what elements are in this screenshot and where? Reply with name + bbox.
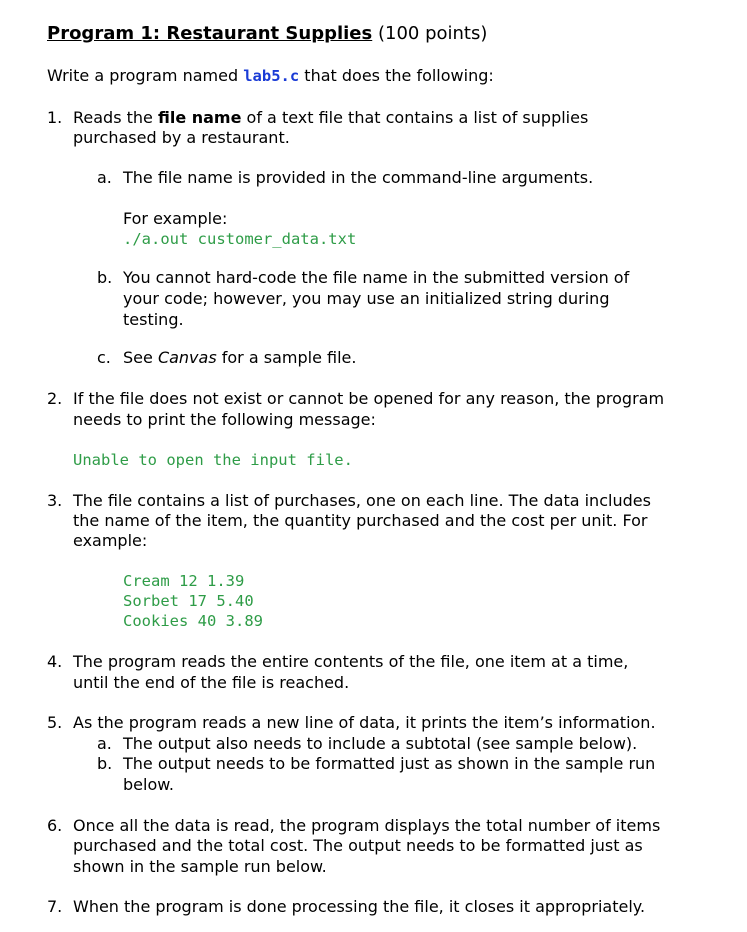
item-number: 2. [47, 389, 63, 408]
item-text: The program reads the entire contents of the file, one item at a time, [73, 652, 629, 671]
sub-item-letter: b. [97, 268, 113, 287]
sub-item-1b [97, 268, 629, 288]
sub-item-text: for a sample file. [216, 348, 357, 367]
item-text: Reads the [73, 108, 158, 127]
sample-data-line: Cream 12 1.39 [123, 572, 245, 590]
list-item-5 [47, 713, 656, 733]
title-heading: Program 1: Restaurant Supplies [47, 23, 373, 44]
sub-item-text: The output needs to be formatted just as shown in the sample run [123, 754, 656, 773]
sub-item-text: See [123, 348, 158, 367]
list-item-3-line-3: example: [73, 531, 148, 550]
list-item-2-line-2: needs to print the following message: [73, 410, 376, 429]
list-item-2 [47, 389, 664, 409]
sub-item-1c [97, 348, 356, 368]
sub-item-5a [97, 734, 637, 754]
item-number: 5. [47, 713, 63, 732]
sub-item-5b [97, 754, 655, 774]
list-item-1-line-2: purchased by a restaurant. [73, 128, 290, 147]
list-item-4 [47, 652, 628, 672]
item-number: 1. [47, 108, 63, 127]
item-number: 3. [47, 491, 63, 510]
sub-item-letter: b. [97, 754, 113, 773]
list-item-6 [47, 816, 660, 836]
sub-item-1b-line-2: your code; however, you may use an initialized string during [123, 289, 610, 308]
list-item-3-line-2: the name of the item, the quantity purchased and the cost per unit. For [73, 511, 648, 530]
sub-item-letter: a. [97, 734, 112, 753]
item-number: 6. [47, 816, 63, 835]
example-label: For example: [123, 209, 228, 228]
example-command: ./a.out customer_data.txt [123, 230, 357, 248]
list-item-4-line-2: until the end of the file is reached. [73, 673, 350, 692]
program-filename: lab5.c [243, 67, 300, 85]
item-bold-text: file name [157, 108, 242, 127]
intro-text-before: Write a program named [47, 66, 244, 85]
sub-item-letter: c. [97, 348, 111, 367]
sub-item-5b-line-2: below. [123, 775, 174, 794]
sub-item-1a [97, 168, 593, 188]
sub-item-1b-line-3: testing. [123, 310, 184, 329]
item-text: As the program reads a new line of data, it prints the item’s information. [73, 713, 656, 732]
page-title [47, 22, 487, 46]
sample-data-line: Cookies 40 3.89 [123, 612, 263, 630]
item-text: If the file does not exist or cannot be opened for any reason, the program [73, 389, 665, 408]
item-text: When the program is done processing the file, it closes it appropriately. [73, 897, 646, 916]
list-item-7 [47, 897, 645, 917]
error-message-code: Unable to open the input file. [73, 451, 353, 469]
item-text: Once all the data is read, the program displays the total number of items [73, 816, 661, 835]
list-item-3 [47, 491, 651, 511]
intro-text-after: that does the following: [299, 66, 494, 85]
list-item-1 [47, 108, 588, 128]
sample-data-line: Sorbet 17 5.40 [123, 592, 254, 610]
item-number: 4. [47, 652, 63, 671]
canvas-reference: Canvas [157, 348, 217, 367]
sub-item-text: The output also needs to include a subtotal (see sample below). [123, 734, 638, 753]
item-text: of a text file that contains a list of supplies [241, 108, 589, 127]
item-text: The file contains a list of purchases, one on each line. The data includes [73, 491, 651, 510]
list-item-6-line-3: shown in the sample run below. [73, 857, 327, 876]
item-number: 7. [47, 897, 63, 916]
sub-item-text: You cannot hard-code the file name in the submitted version of [123, 268, 630, 287]
sub-item-text: The file name is provided in the command-line arguments. [123, 168, 594, 187]
intro-line [47, 66, 494, 86]
title-points: (100 points) [377, 23, 488, 44]
list-item-6-line-2: purchased and the total cost. The output needs to be formatted just as [73, 836, 643, 855]
sub-item-letter: a. [97, 168, 112, 187]
